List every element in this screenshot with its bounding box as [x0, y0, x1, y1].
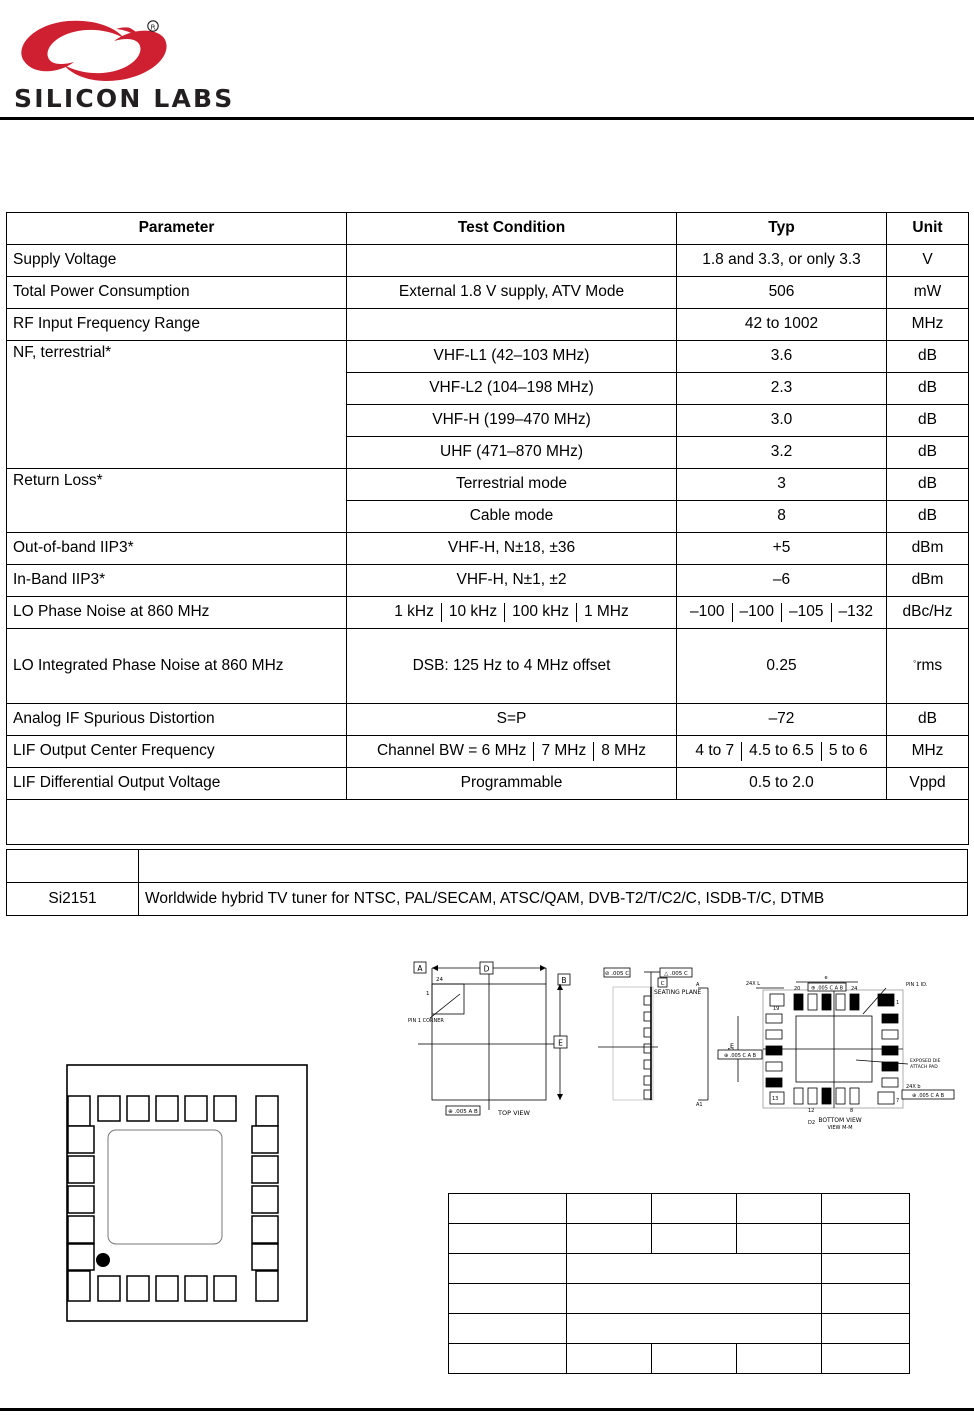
column-header-unit: Unit — [887, 213, 969, 245]
cell-typ-split — [677, 597, 887, 629]
table-row — [7, 309, 969, 341]
ordering-header-part — [7, 850, 139, 883]
svg-text:EXPOSED DIE: EXPOSED DIE — [910, 1059, 941, 1064]
svg-text:13: 13 — [772, 1096, 779, 1102]
cond-part: Channel BW = 6 MHz — [376, 742, 527, 760]
silicon-labs-swirl-logo-icon — [12, 16, 187, 88]
cell-test-condition: Terrestrial mode — [347, 469, 677, 501]
cell-part-number: Si2151 — [7, 883, 139, 916]
cell-test-condition: UHF (471–870 MHz) — [347, 437, 677, 469]
table-row — [7, 533, 969, 565]
cell-parameter: RF Input Frequency Range — [7, 309, 347, 341]
svg-text:PIN 1 ID.: PIN 1 ID. — [906, 982, 928, 988]
svg-text:E: E — [558, 1038, 563, 1048]
cell-dim-nom — [652, 1224, 737, 1254]
cell-unit-degree-rms: ◦rms — [887, 629, 969, 704]
typ-part: 5 to 6 — [821, 742, 875, 760]
package-dimension-table — [448, 1193, 910, 1374]
mechanical-side-view — [598, 968, 734, 1108]
cell-dim-span — [567, 1284, 822, 1314]
cell-dim-note — [822, 1284, 910, 1314]
cell-typ: 3.6 — [677, 341, 887, 373]
cond-part: 1 MHz — [576, 603, 636, 621]
cell-parameter: Analog IF Spurious Distortion — [7, 704, 347, 736]
svg-text:24X b: 24X b — [906, 1084, 921, 1090]
cell-typ: 1.8 and 3.3, or only 3.3 — [677, 245, 887, 277]
spec-table-header-row — [7, 213, 969, 245]
cell-parameter: LIF Output Center Frequency — [7, 736, 347, 768]
table-row — [7, 629, 969, 704]
cell-typ: 0.25 — [677, 629, 887, 704]
cell-unit: dBc/Hz — [887, 597, 969, 629]
cell-unit: dBm — [887, 565, 969, 597]
cell-typ: 3.2 — [677, 437, 887, 469]
cell-dim-note — [822, 1224, 910, 1254]
cell-parameter: NF, terrestrial* — [7, 341, 347, 469]
typ-part: 4.5 to 6.5 — [741, 742, 821, 760]
cell-unit: dBm — [887, 533, 969, 565]
cond-part: 100 kHz — [504, 603, 576, 621]
cell-dim-symbol — [449, 1344, 567, 1374]
cell-test-condition: S=P — [347, 704, 677, 736]
cell-dim-symbol — [449, 1224, 567, 1254]
header-divider-rule — [0, 117, 974, 120]
cell-part-description: Worldwide hybrid TV tuner for NTSC, PAL/SECAM, ATSC/QAM, DVB-T2/T/C2/C, ISDB-T/C, DTMB — [139, 883, 968, 916]
table-row-blank — [7, 800, 969, 845]
typ-part: –105 — [781, 603, 831, 621]
cell-test-condition: Programmable — [347, 768, 677, 800]
cell-parameter: Supply Voltage — [7, 245, 347, 277]
cond-part: 1 kHz — [394, 603, 434, 621]
cell-dim-nom — [652, 1194, 737, 1224]
cell-test-condition: VHF-H (199–470 MHz) — [347, 405, 677, 437]
cell-unit: V — [887, 245, 969, 277]
cond-part: 7 MHz — [533, 742, 593, 760]
cell-unit: dB — [887, 704, 969, 736]
cell-unit: dB — [887, 373, 969, 405]
typ-part: –100 — [732, 603, 782, 621]
svg-text:△ .005 C: △ .005 C — [664, 971, 688, 977]
svg-text:VIEW M-M: VIEW M-M — [827, 1125, 853, 1131]
table-row — [449, 1224, 910, 1254]
cell-test-condition — [347, 245, 677, 277]
svg-text:E: E — [730, 1042, 735, 1050]
typ-part: 4 to 7 — [695, 742, 735, 760]
cell-parameter: LIF Differential Output Voltage — [7, 768, 347, 800]
cell-test-condition: VHF-H, N±18, ±36 — [347, 533, 677, 565]
svg-text:D: D — [483, 964, 490, 974]
cell-dim-note — [822, 1344, 910, 1374]
cell-test-condition: Cable mode — [347, 501, 677, 533]
cell-dim-max — [737, 1224, 822, 1254]
cell-parameter: In-Band IIP3* — [7, 565, 347, 597]
svg-text:D2: D2 — [808, 1120, 816, 1126]
ordering-information-table — [6, 849, 968, 916]
svg-text:SEATING PLANE: SEATING PLANE — [654, 989, 702, 996]
svg-text:1: 1 — [426, 991, 430, 997]
cell-test-condition: VHF-L1 (42–103 MHz) — [347, 341, 677, 373]
table-row — [7, 883, 968, 916]
table-row — [7, 277, 969, 309]
svg-text:8: 8 — [850, 1108, 854, 1114]
cell-test-condition: DSB: 125 Hz to 4 MHz offset — [347, 629, 677, 704]
cell-dim-max — [737, 1194, 822, 1224]
cell-typ-split — [677, 736, 887, 768]
svg-text:C: C — [660, 981, 665, 987]
silicon-labs-logo — [12, 16, 235, 113]
page-header — [0, 0, 974, 120]
cell-dim-symbol — [449, 1284, 567, 1314]
ordering-header-description — [139, 850, 968, 883]
cell-typ: 42 to 1002 — [677, 309, 887, 341]
table-row — [449, 1284, 910, 1314]
silicon-labs-wordmark: SILICON LABS — [14, 84, 235, 113]
cell-test-condition: VHF-H, N±1, ±2 — [347, 565, 677, 597]
svg-text:ATTACH PAD: ATTACH PAD — [910, 1065, 938, 1070]
pin1-dot-marker — [96, 1253, 110, 1267]
cell-typ: +5 — [677, 533, 887, 565]
svg-text:12: 12 — [808, 1108, 815, 1114]
cell-dim-span — [567, 1314, 822, 1344]
cell-unit: dB — [887, 437, 969, 469]
cell-typ: –6 — [677, 565, 887, 597]
svg-text:BOTTOM VIEW: BOTTOM VIEW — [818, 1117, 862, 1124]
svg-text:A1: A1 — [696, 1102, 703, 1108]
cell-test-condition: External 1.8 V supply, ATV Mode — [347, 277, 677, 309]
table-row — [7, 736, 969, 768]
svg-text:24: 24 — [436, 977, 443, 983]
cell-typ: 8 — [677, 501, 887, 533]
cell-dim-note — [822, 1314, 910, 1344]
ordering-header-row — [7, 850, 968, 883]
table-row — [449, 1194, 910, 1224]
qfn-package-illustration — [66, 1064, 308, 1322]
table-row — [449, 1254, 910, 1284]
svg-text:A: A — [417, 964, 423, 973]
cell-dim-symbol — [449, 1254, 567, 1284]
svg-text:A: A — [696, 982, 700, 988]
cell-typ: –72 — [677, 704, 887, 736]
cell-unit: Vppd — [887, 768, 969, 800]
cell-blank — [7, 800, 969, 845]
typ-part: –132 — [831, 603, 881, 621]
mechanical-top-view — [408, 962, 570, 1117]
svg-text:⊘ .005 C: ⊘ .005 C — [604, 971, 630, 977]
table-row — [7, 469, 969, 501]
cell-typ: 506 — [677, 277, 887, 309]
cell-typ: 3 — [677, 469, 887, 501]
cell-typ: 2.3 — [677, 373, 887, 405]
cell-test-condition — [347, 309, 677, 341]
table-row — [449, 1314, 910, 1344]
cell-dim-nom — [652, 1344, 737, 1374]
cell-unit: dB — [887, 501, 969, 533]
cell-dim-span — [567, 1254, 822, 1284]
cell-dim-note — [822, 1194, 910, 1224]
cell-unit: MHz — [887, 736, 969, 768]
cell-unit: mW — [887, 277, 969, 309]
svg-text:e: e — [824, 975, 828, 981]
cell-typ: 3.0 — [677, 405, 887, 437]
cell-dim-min — [567, 1194, 652, 1224]
svg-text:TOP VIEW: TOP VIEW — [498, 1109, 530, 1117]
cell-unit: dB — [887, 469, 969, 501]
cell-unit: dB — [887, 341, 969, 373]
cell-dim-min — [567, 1344, 652, 1374]
table-row — [449, 1344, 910, 1374]
svg-text:⊕ .005 C A B: ⊕ .005 C A B — [723, 1053, 757, 1059]
svg-text:20: 20 — [794, 986, 801, 992]
svg-text:19: 19 — [773, 1006, 780, 1012]
cond-part: 8 MHz — [593, 742, 653, 760]
specifications-table — [6, 212, 969, 845]
svg-text:R: R — [150, 23, 156, 32]
cell-dim-note — [822, 1254, 910, 1284]
cell-unit: dB — [887, 405, 969, 437]
table-row — [7, 565, 969, 597]
cell-typ: 0.5 to 2.0 — [677, 768, 887, 800]
column-header-test-condition: Test Condition — [347, 213, 677, 245]
table-row — [7, 768, 969, 800]
svg-text:⊕ .005 C A B: ⊕ .005 C A B — [911, 1093, 945, 1099]
cell-test-condition-split — [347, 736, 677, 768]
table-row — [7, 704, 969, 736]
cell-test-condition: VHF-L2 (104–198 MHz) — [347, 373, 677, 405]
cell-dim-symbol — [449, 1194, 567, 1224]
column-header-parameter: Parameter — [7, 213, 347, 245]
table-row — [7, 341, 969, 373]
package-mechanical-drawings — [408, 952, 974, 1132]
cell-parameter: LO Integrated Phase Noise at 860 MHz — [7, 629, 347, 704]
cell-unit: MHz — [887, 309, 969, 341]
cell-parameter: Total Power Consumption — [7, 277, 347, 309]
cond-part: 10 kHz — [441, 603, 504, 621]
svg-text:⊕ .005 C A B: ⊕ .005 C A B — [810, 985, 844, 992]
svg-text:24: 24 — [851, 986, 858, 992]
svg-text:PIN 1 CORNER: PIN 1 CORNER — [408, 1018, 444, 1024]
mechanical-bottom-view — [718, 975, 954, 1131]
svg-text:B: B — [561, 976, 567, 985]
cell-dim-min — [567, 1224, 652, 1254]
degree-symbol: ◦ — [912, 656, 917, 668]
svg-text:⊕ .005 A B: ⊕ .005 A B — [448, 1109, 478, 1115]
cell-dim-symbol — [449, 1314, 567, 1344]
svg-text:1: 1 — [896, 1000, 900, 1006]
cell-parameter: Out-of-band IIP3* — [7, 533, 347, 565]
cell-parameter: Return Loss* — [7, 469, 347, 533]
table-row — [7, 597, 969, 629]
cell-test-condition-split — [347, 597, 677, 629]
svg-text:7: 7 — [896, 1098, 900, 1104]
typ-part: –100 — [690, 603, 725, 621]
cell-parameter: LO Phase Noise at 860 MHz — [7, 597, 347, 629]
svg-text:24X L: 24X L — [745, 981, 760, 987]
footer-divider-rule — [0, 1408, 974, 1411]
table-row — [7, 245, 969, 277]
column-header-typ: Typ — [677, 213, 887, 245]
cell-dim-max — [737, 1344, 822, 1374]
